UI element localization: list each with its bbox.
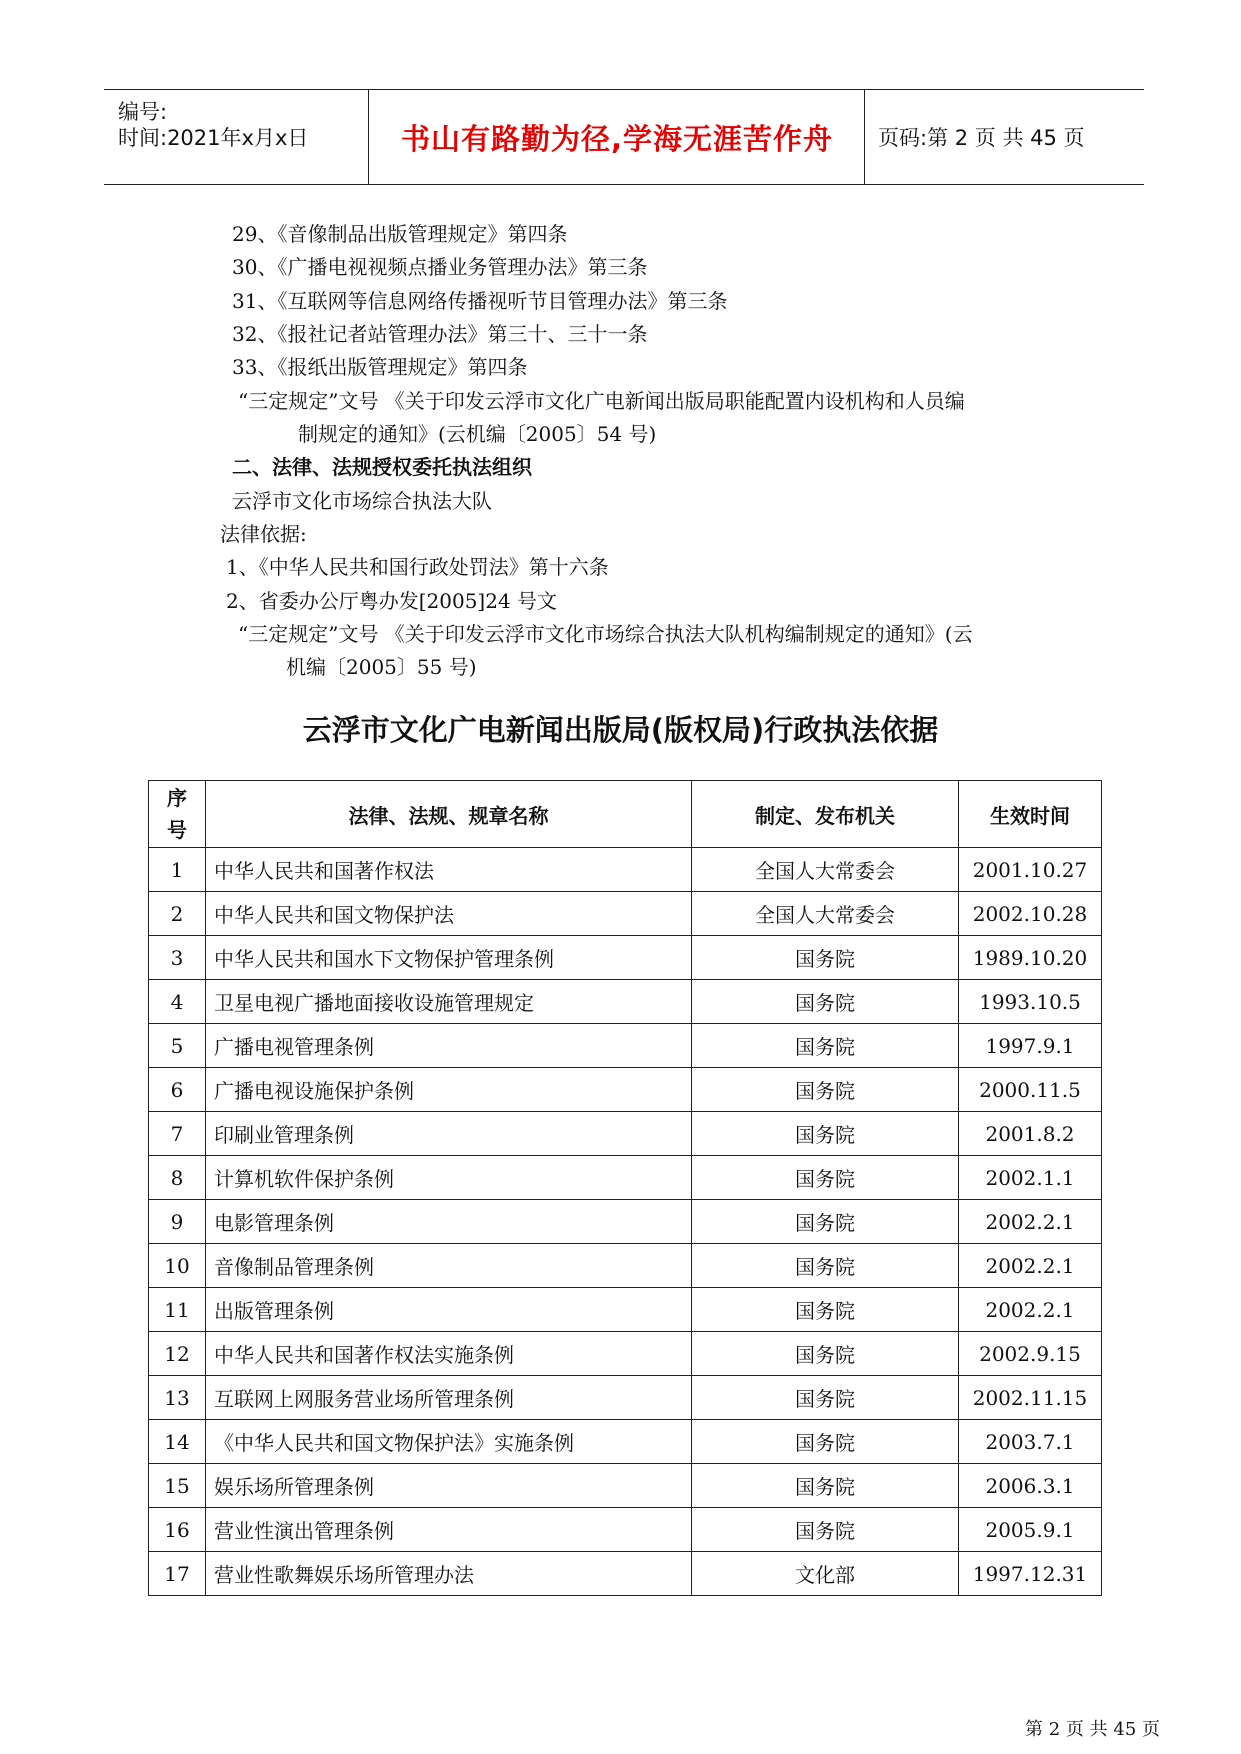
body-line: 30、《广播电视视频点播业务管理办法》第三条 [232, 255, 648, 279]
table-body [149, 848, 1102, 1596]
section-heading: 二、法律、法规授权委托执法组织 [232, 455, 532, 479]
column-header-date: 生效时间 [959, 781, 1102, 848]
row-number-cell: 14 [149, 1420, 206, 1464]
header-motto-cell [370, 90, 865, 184]
law-basis-table [148, 780, 1102, 1596]
row-name-cell: 计算机软件保护条例 [206, 1156, 692, 1200]
row-date-cell: 1993.10.5 [959, 980, 1102, 1024]
row-name-cell: 中华人民共和国著作权法实施条例 [206, 1332, 692, 1376]
row-name-cell: 印刷业管理条例 [206, 1112, 692, 1156]
document-time-label: 时间:2021年x月x日 [118, 126, 309, 150]
row-authority-cell: 国务院 [692, 1376, 959, 1420]
row-number-cell: 11 [149, 1288, 206, 1332]
row-number-cell: 6 [149, 1068, 206, 1112]
column-header-authority: 制定、发布机关 [692, 781, 959, 848]
row-number-cell: 8 [149, 1156, 206, 1200]
page-header [104, 89, 1144, 185]
row-authority-cell: 国务院 [692, 1024, 959, 1068]
row-number-cell: 4 [149, 980, 206, 1024]
row-name-cell: 营业性演出管理条例 [206, 1508, 692, 1552]
table-row [149, 1024, 1102, 1068]
body-line: 29、《音像制品出版管理规定》第四条 [232, 222, 568, 246]
table-row [149, 892, 1102, 936]
row-name-cell: 中华人民共和国水下文物保护管理条例 [206, 936, 692, 980]
row-authority-cell: 国务院 [692, 936, 959, 980]
body-line: 33、《报纸出版管理规定》第四条 [232, 355, 528, 379]
row-date-cell: 2003.7.1 [959, 1420, 1102, 1464]
table-row [149, 936, 1102, 980]
row-date-cell: 2002.1.1 [959, 1156, 1102, 1200]
row-authority-cell: 文化部 [692, 1552, 959, 1596]
row-authority-cell: 国务院 [692, 1112, 959, 1156]
row-date-cell: 2002.2.1 [959, 1288, 1102, 1332]
column-header-number: 序号 [149, 781, 206, 848]
row-number-cell: 1 [149, 848, 206, 892]
table-row [149, 1420, 1102, 1464]
body-line: 2、省委办公厅粤办发[2005]24 号文 [226, 589, 558, 613]
body-line: 32、《报社记者站管理办法》第三十、三十一条 [232, 322, 648, 346]
row-name-cell: 音像制品管理条例 [206, 1244, 692, 1288]
row-name-cell: 娱乐场所管理条例 [206, 1464, 692, 1508]
row-authority-cell: 国务院 [692, 1200, 959, 1244]
row-name-cell: 广播电视管理条例 [206, 1024, 692, 1068]
row-date-cell: 2002.9.15 [959, 1332, 1102, 1376]
row-date-cell: 2002.2.1 [959, 1244, 1102, 1288]
table-row [149, 1332, 1102, 1376]
row-date-cell: 2001.10.27 [959, 848, 1102, 892]
table-row [149, 1376, 1102, 1420]
row-number-cell: 5 [149, 1024, 206, 1068]
table-row [149, 1552, 1102, 1596]
row-authority-cell: 国务院 [692, 1156, 959, 1200]
column-header-name: 法律、法规、规章名称 [206, 781, 692, 848]
row-authority-cell: 国务院 [692, 1332, 959, 1376]
body-line: 云浮市文化市场综合执法大队 [232, 489, 492, 513]
body-line: 机编〔2005〕55 号) [286, 655, 477, 679]
row-authority-cell: 国务院 [692, 1288, 959, 1332]
row-authority-cell: 国务院 [692, 1420, 959, 1464]
header-left-cell [104, 90, 369, 184]
row-date-cell: 2002.11.15 [959, 1376, 1102, 1420]
row-date-cell: 1989.10.20 [959, 936, 1102, 980]
row-authority-cell: 国务院 [692, 1464, 959, 1508]
row-number-cell: 16 [149, 1508, 206, 1552]
row-number-cell: 9 [149, 1200, 206, 1244]
table-header-row [149, 781, 1102, 848]
row-date-cell: 2000.11.5 [959, 1068, 1102, 1112]
table-row [149, 1508, 1102, 1552]
row-number-cell: 15 [149, 1464, 206, 1508]
row-name-cell: 电影管理条例 [206, 1200, 692, 1244]
table-row [149, 1244, 1102, 1288]
header-motto: 书山有路勤为径,学海无涯苦作舟 [400, 121, 834, 156]
body-line: “三定规定”文号 《关于印发云浮市文化市场综合执法大队机构编制规定的通知》(云 [238, 622, 973, 646]
row-authority-cell: 国务院 [692, 1508, 959, 1552]
row-date-cell: 2005.9.1 [959, 1508, 1102, 1552]
row-date-cell: 1997.12.31 [959, 1552, 1102, 1596]
row-number-cell: 12 [149, 1332, 206, 1376]
table-row [149, 848, 1102, 892]
row-authority-cell: 国务院 [692, 1244, 959, 1288]
row-date-cell: 2002.2.1 [959, 1200, 1102, 1244]
row-date-cell: 2001.8.2 [959, 1112, 1102, 1156]
table-row [149, 1464, 1102, 1508]
row-date-cell: 1997.9.1 [959, 1024, 1102, 1068]
row-authority-cell: 国务院 [692, 1068, 959, 1112]
table-row [149, 1068, 1102, 1112]
body-line: 法律依据: [220, 522, 307, 546]
row-authority-cell: 全国人大常委会 [692, 892, 959, 936]
body-line: 制规定的通知》(云机编〔2005〕54 号) [298, 422, 657, 446]
table-row [149, 980, 1102, 1024]
table-title: 云浮市文化广电新闻出版局(版权局)行政执法依据 [302, 713, 939, 747]
row-number-cell: 7 [149, 1112, 206, 1156]
header-right-cell [866, 90, 1156, 184]
row-date-cell: 2002.10.28 [959, 892, 1102, 936]
row-date-cell: 2006.3.1 [959, 1464, 1102, 1508]
row-number-cell: 10 [149, 1244, 206, 1288]
table-row [149, 1200, 1102, 1244]
row-number-cell: 2 [149, 892, 206, 936]
row-name-cell: 广播电视设施保护条例 [206, 1068, 692, 1112]
row-name-cell: 营业性歌舞娱乐场所管理办法 [206, 1552, 692, 1596]
row-name-cell: 出版管理条例 [206, 1288, 692, 1332]
row-name-cell: 中华人民共和国著作权法 [206, 848, 692, 892]
table-row [149, 1156, 1102, 1200]
document-number-label: 编号: [118, 100, 168, 124]
row-name-cell: 《中华人民共和国文物保护法》实施条例 [206, 1420, 692, 1464]
page-footer: 第 2 页 共 45 页 [1025, 1719, 1160, 1740]
body-line: “三定规定”文号 《关于印发云浮市文化广电新闻出版局职能配置内设机构和人员编 [238, 389, 965, 413]
body-line: 1、《中华人民共和国行政处罚法》第十六条 [226, 555, 609, 579]
row-name-cell: 中华人民共和国文物保护法 [206, 892, 692, 936]
row-number-cell: 17 [149, 1552, 206, 1596]
header-page-code: 页码:第 2 页 共 45 页 [878, 126, 1085, 150]
row-name-cell: 互联网上网服务营业场所管理条例 [206, 1376, 692, 1420]
table-row [149, 1288, 1102, 1332]
row-authority-cell: 全国人大常委会 [692, 848, 959, 892]
row-name-cell: 卫星电视广播地面接收设施管理规定 [206, 980, 692, 1024]
row-number-cell: 13 [149, 1376, 206, 1420]
body-line: 31、《互联网等信息网络传播视听节目管理办法》第三条 [232, 289, 728, 313]
row-authority-cell: 国务院 [692, 980, 959, 1024]
row-number-cell: 3 [149, 936, 206, 980]
table-row [149, 1112, 1102, 1156]
